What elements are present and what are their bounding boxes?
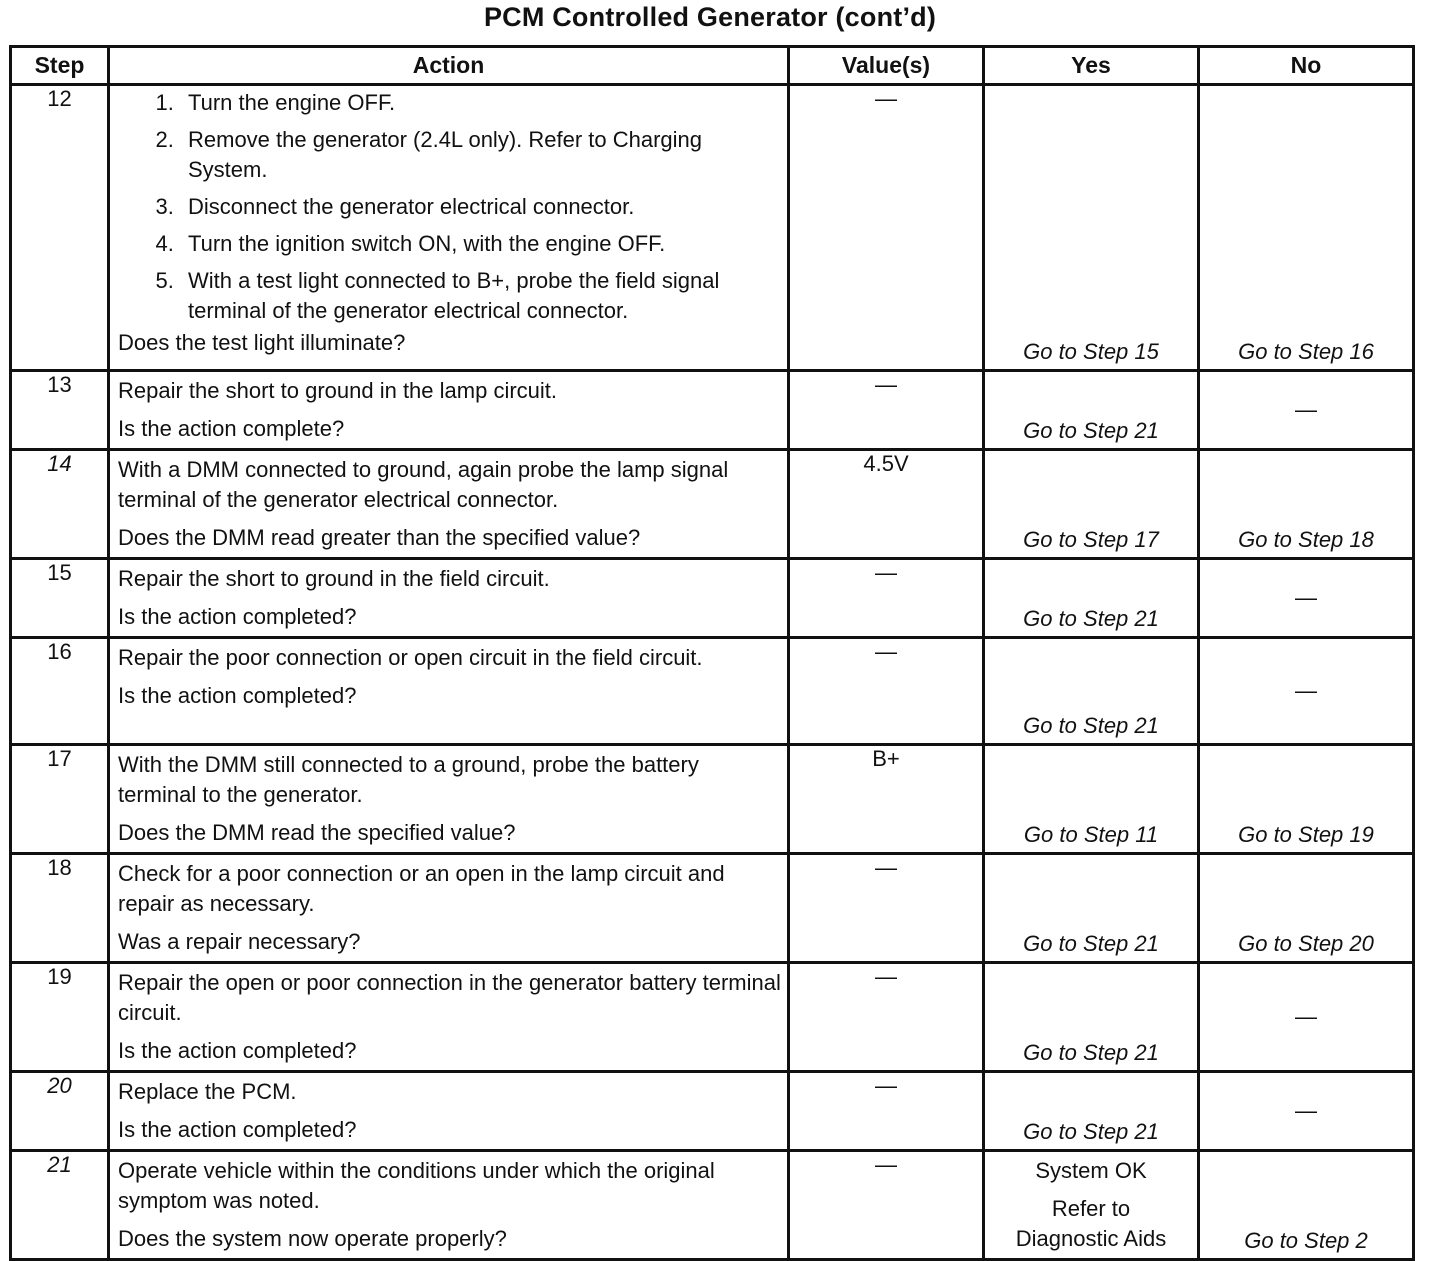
no-cell (1199, 371, 1414, 450)
yes-refer-to: Refer to Diagnostic Aids (1015, 1196, 1167, 1251)
action-text: With the DMM still connected to a ground, probe the battery terminal to the generator. (118, 752, 699, 807)
action-question: Is the action completed? (118, 1117, 357, 1142)
yes-goto: Go to Step 21 (1023, 931, 1159, 956)
header-step: Step (11, 47, 109, 85)
step-number: 13 (11, 371, 109, 450)
action-question: Does the test light illuminate? (118, 330, 406, 355)
list-item: 3. Disconnect the generator electrical connector. (180, 192, 781, 222)
action-cell (109, 963, 789, 1072)
value-cell: — (789, 85, 984, 371)
action-question: Does the DMM read greater than the specified value? (118, 525, 641, 550)
value-cell: — (789, 638, 984, 745)
yes-cell (984, 371, 1199, 450)
action-cell (109, 450, 789, 559)
action-question: Is the action completed? (118, 604, 357, 629)
table-row (11, 1072, 1414, 1151)
list-item: 1. Turn the engine OFF. (180, 88, 781, 118)
no-cell (1199, 745, 1414, 854)
table-row (11, 559, 1414, 638)
action-cell (109, 745, 789, 854)
yes-goto: Go to Step 21 (1023, 1040, 1159, 1065)
no-value: — (1295, 585, 1317, 610)
yes-cell (984, 854, 1199, 963)
step-number: 15 (11, 559, 109, 638)
step-number: 20 (11, 1072, 109, 1151)
action-cell (109, 854, 789, 963)
value-cell: — (789, 1072, 984, 1151)
table-row (11, 638, 1414, 745)
no-cell (1199, 854, 1414, 963)
table-row (11, 963, 1414, 1072)
action-cell (109, 1072, 789, 1151)
yes-goto: Go to Step 15 (1023, 339, 1159, 364)
value-cell: — (789, 371, 984, 450)
action-text: Repair the short to ground in the field circuit. (118, 566, 550, 591)
action-question: Is the action completed? (118, 1038, 357, 1063)
table-row (11, 371, 1414, 450)
action-text: Operate vehicle within the conditions under which the original symptom was noted. (118, 1158, 715, 1213)
no-goto: Go to Step 18 (1238, 527, 1374, 552)
action-text: Repair the poor connection or open circuit in the field circuit. (118, 645, 703, 670)
no-cell (1199, 963, 1414, 1072)
no-goto: Go to Step 16 (1238, 339, 1374, 364)
action-text: Repair the short to ground in the lamp circuit. (118, 378, 558, 403)
action-cell (109, 1151, 789, 1260)
value-cell: 4.5V (789, 450, 984, 559)
action-steps-list (118, 88, 781, 326)
action-cell (109, 638, 789, 745)
no-cell (1199, 638, 1414, 745)
step-number: 14 (11, 450, 109, 559)
value-cell: — (789, 559, 984, 638)
step-number: 21 (11, 1151, 109, 1260)
action-text: Replace the PCM. (118, 1079, 297, 1104)
action-question: Does the system now operate properly? (118, 1226, 507, 1251)
table-row (11, 854, 1414, 963)
no-goto: Go to Step 2 (1244, 1228, 1368, 1253)
yes-cell (984, 85, 1199, 371)
value-cell: — (789, 963, 984, 1072)
step-number: 19 (11, 963, 109, 1072)
action-cell (109, 85, 789, 371)
list-item: 4. Turn the ignition switch ON, with the engine OFF. (180, 229, 781, 259)
yes-goto: Go to Step 21 (1023, 606, 1159, 631)
no-value: — (1295, 1004, 1317, 1029)
action-text: Check for a poor connection or an open in the lamp circuit and repair as necessary. (118, 861, 725, 916)
step-number: 16 (11, 638, 109, 745)
header-action: Action (109, 47, 789, 85)
yes-cell (984, 1072, 1199, 1151)
header-no: No (1199, 47, 1414, 85)
no-goto: Go to Step 19 (1238, 822, 1374, 847)
yes-cell (984, 638, 1199, 745)
table-row (11, 450, 1414, 559)
no-cell (1199, 450, 1414, 559)
yes-goto: Go to Step 11 (1023, 822, 1159, 847)
step-number: 12 (11, 85, 109, 371)
yes-cell (984, 745, 1199, 854)
action-text: Repair the open or poor connection in the generator battery terminal circuit. (118, 970, 781, 1025)
action-cell (109, 371, 789, 450)
list-item: 5. With a test light connected to B+, probe the field signal terminal of the generator electrical connector. (180, 266, 781, 326)
yes-cell (984, 963, 1199, 1072)
action-question: Was a repair necessary? (118, 929, 361, 954)
header-values: Value(s) (789, 47, 984, 85)
diagnostic-table (9, 45, 1415, 1261)
step-number: 18 (11, 854, 109, 963)
action-question: Is the action complete? (118, 416, 345, 441)
yes-system-ok: System OK (1035, 1158, 1147, 1183)
action-cell (109, 559, 789, 638)
no-value: — (1295, 1098, 1317, 1123)
yes-cell (984, 450, 1199, 559)
list-item: 2. Remove the generator (2.4L only). Refer to Charging System. (180, 125, 781, 185)
yes-cell (984, 1151, 1199, 1260)
value-cell: — (789, 1151, 984, 1260)
step-number: 17 (11, 745, 109, 854)
no-cell (1199, 85, 1414, 371)
table-row (11, 85, 1414, 371)
table-row (11, 1151, 1414, 1260)
yes-goto: Go to Step 17 (1023, 527, 1159, 552)
value-cell: — (789, 854, 984, 963)
yes-goto: Go to Step 21 (1023, 418, 1159, 443)
table-row (11, 745, 1414, 854)
no-cell (1199, 1072, 1414, 1151)
no-value: — (1295, 397, 1317, 422)
no-cell (1199, 559, 1414, 638)
no-goto: Go to Step 20 (1238, 931, 1374, 956)
value-cell: B+ (789, 745, 984, 854)
yes-goto: Go to Step 21 (1023, 713, 1159, 738)
header-row (11, 47, 1414, 85)
page-title: PCM Controlled Generator (cont’d) (483, 2, 937, 32)
yes-goto: Go to Step 21 (1023, 1119, 1159, 1144)
action-question: Is the action completed? (118, 683, 357, 708)
action-text: With a DMM connected to ground, again probe the lamp signal terminal of the generator electrical connector. (118, 457, 729, 512)
yes-cell (984, 559, 1199, 638)
no-value: — (1295, 678, 1317, 703)
header-yes: Yes (984, 47, 1199, 85)
no-cell (1199, 1151, 1414, 1260)
action-question: Does the DMM read the specified value? (118, 820, 516, 845)
